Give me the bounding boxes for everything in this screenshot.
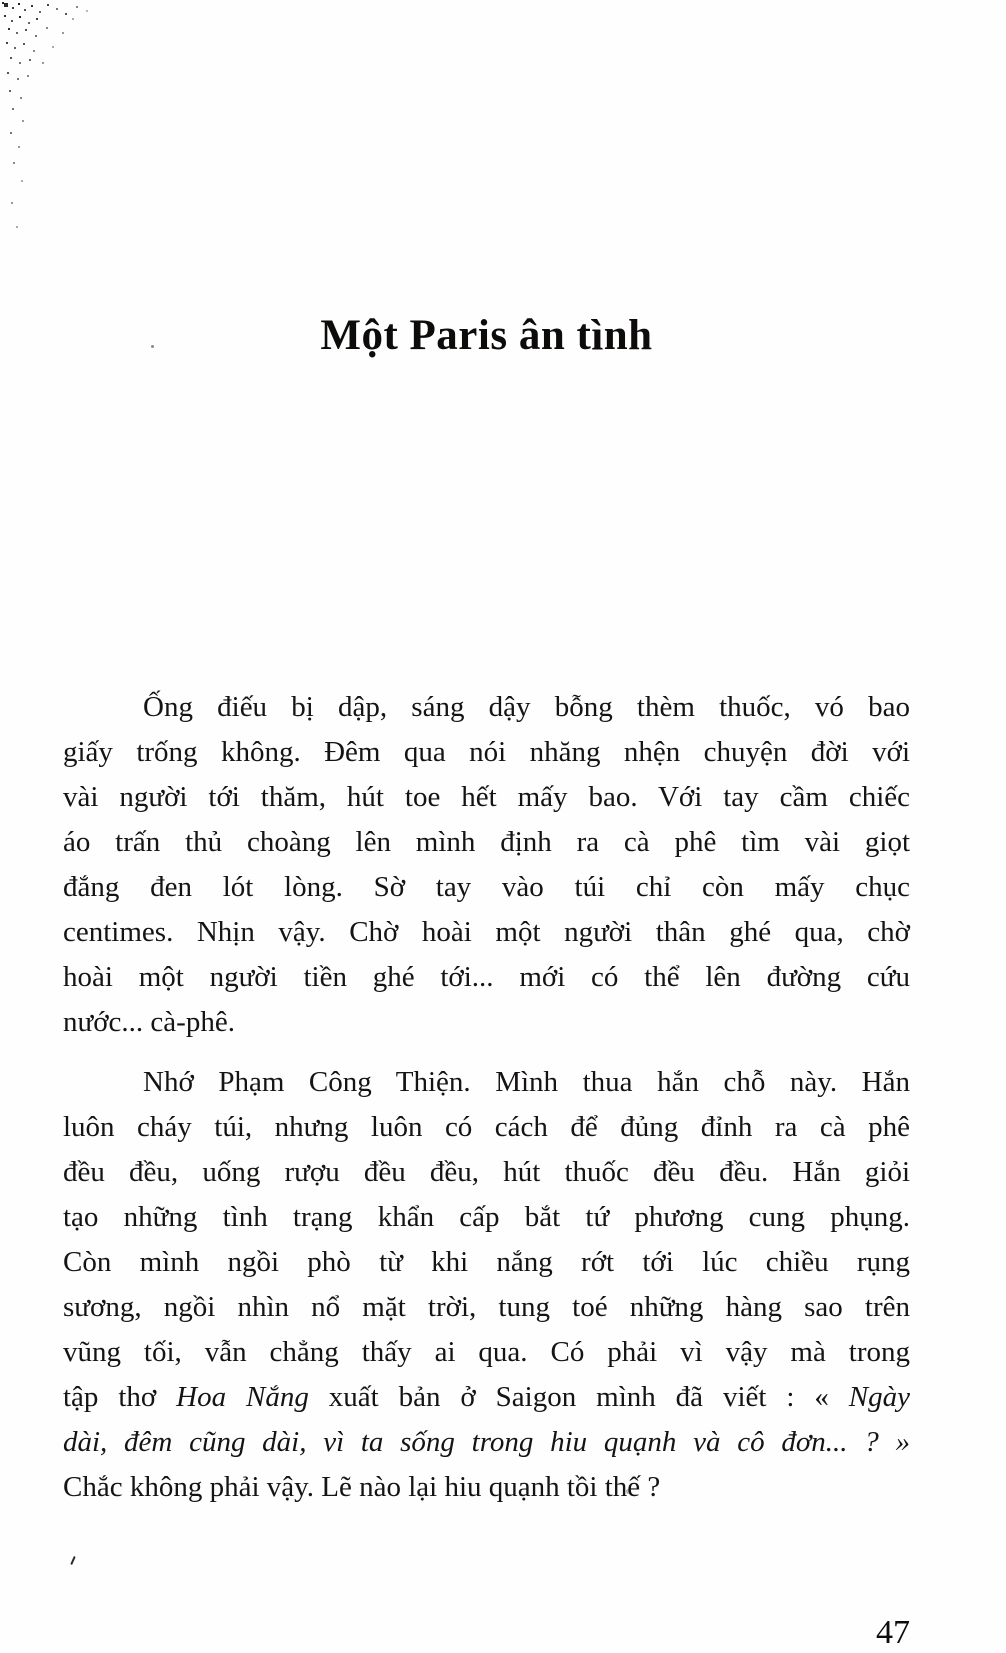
text-segment-italic: dài, đêm cũng dài, vì ta sống trong hiu quạnh và cô đơn... ? » <box>63 1426 910 1458</box>
chapter-title: Một Paris ân tình <box>320 312 653 359</box>
text-line <box>63 1240 910 1285</box>
text-segment: hoài một người tiền ghé tới... mới có thể lên đường cứu <box>63 961 910 993</box>
text-segment: sương, ngồi nhìn nổ mặt trời, tung toé những hàng sao trên <box>63 1291 910 1323</box>
text-segment: đắng đen lót lòng. Sờ tay vào túi chỉ còn mấy chục <box>63 871 910 903</box>
text-line <box>63 1465 910 1510</box>
text-segment: Ống điếu bị dập, sáng dậy bỗng thèm thuốc, vó bao <box>143 691 910 723</box>
text-line <box>63 820 910 865</box>
text-segment-italic: Hoa Nắng <box>176 1381 309 1413</box>
text-line <box>63 1195 910 1240</box>
text-segment: giấy trống không. Đêm qua nói nhăng nhện chuyện đời với <box>63 736 910 768</box>
text-segment: Còn mình ngồi phò từ khi nắng rớt tới lúc chiều rụng <box>63 1246 910 1278</box>
text-line <box>63 1375 910 1420</box>
page-number: 47 <box>876 1614 910 1651</box>
paragraph-2 <box>63 1060 910 1510</box>
text-line <box>63 955 910 1000</box>
text-segment: Nhớ Phạm Công Thiện. Mình thua hắn chỗ này. Hắn <box>143 1066 910 1098</box>
text-segment: luôn cháy túi, nhưng luôn có cách để đủng đỉnh ra cà phê <box>63 1111 910 1143</box>
text-line <box>63 1420 910 1465</box>
text-line <box>63 1285 910 1330</box>
text-line <box>63 1150 910 1195</box>
text-segment: centimes. Nhịn vậy. Chờ hoài một người thân ghé qua, chờ <box>63 916 910 948</box>
text-segment: vài người tới thăm, hút toe hết mấy bao. Với tay cầm chiếc <box>63 781 910 813</box>
text-segment: áo trấn thủ choàng lên mình định ra cà phê tìm vài giọt <box>63 826 910 858</box>
text-segment: tạo những tình trạng khẩn cấp bắt tứ phương cung phụng. <box>63 1201 910 1233</box>
text-line <box>63 685 910 730</box>
text-line <box>63 865 910 910</box>
text-line <box>63 775 910 820</box>
text-line <box>63 1000 910 1045</box>
scan-noise-speckles <box>2 2 4 4</box>
body-text <box>63 685 910 1525</box>
text-segment: vũng tối, vẫn chẳng thấy ai qua. Có phải vì vậy mà trong <box>63 1336 910 1368</box>
text-segment: nước... cà-phê. <box>63 1006 235 1038</box>
text-segment: tập thơ <box>63 1381 177 1413</box>
text-line <box>63 730 910 775</box>
text-line <box>63 1330 910 1375</box>
scan-speck <box>70 1556 75 1565</box>
paragraph-1 <box>63 685 910 1045</box>
text-segment: xuất bản ở Saigon mình đã viết : « <box>308 1381 849 1413</box>
text-segment: đều đều, uống rượu đều đều, hút thuốc đều đều. Hắn giỏi <box>63 1156 910 1188</box>
text-segment: Chắc không phải vậy. Lẽ nào lại hiu quạnh tồi thế ? <box>63 1471 661 1503</box>
text-line <box>63 910 910 955</box>
text-line <box>63 1105 910 1150</box>
text-line <box>63 1060 910 1105</box>
text-segment-italic: Ngày <box>848 1381 910 1413</box>
